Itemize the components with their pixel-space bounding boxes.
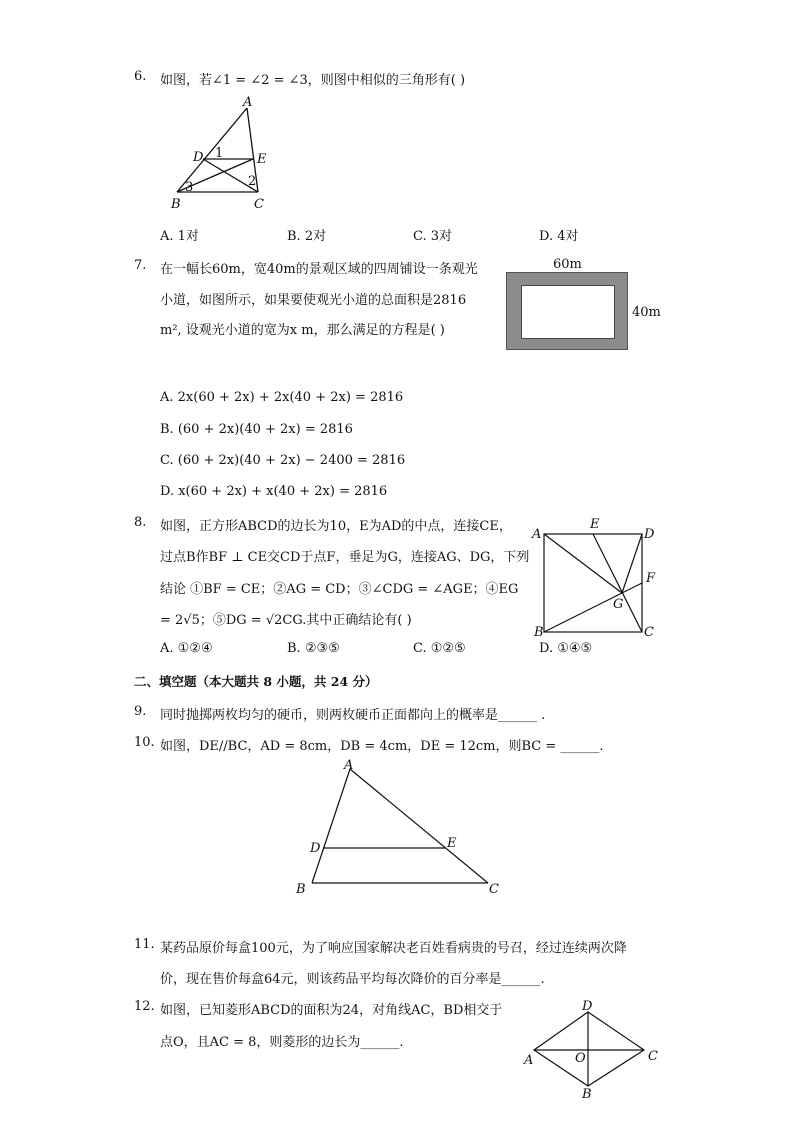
q10-label-A: A [344,758,354,773]
q7-option-b[interactable]: B. (60 + 2x)(40 + 2x) = 2816 [160,422,353,437]
q8-number: 8. [134,515,147,530]
q6-number: 6. [134,69,147,84]
q10-label-E: E [447,836,457,851]
q12-line-1: 如图，已知菱形ABCD的面积为24，对角线AC，BD相交于 [160,1003,503,1018]
q10-text: 如图，DE//BC，AD = 8cm，DB = 4cm，DE = 12cm，则BC = ______. [160,739,604,754]
q12-label-O: O [575,1051,586,1066]
q8-label-F: F [646,571,656,586]
q12-number: 12. [134,999,155,1014]
q6-angle-2: 2 [248,174,257,189]
q12-label-D: D [582,999,593,1014]
q10-number: 10. [134,735,155,750]
q12-label-A: A [524,1053,534,1068]
q11-line-1: 某药品原价每盒100元，为了响应国家解决老百姓看病贵的号召，经过连续两次降 [160,941,627,956]
q10-figure [290,755,510,895]
q6-text: 如图，若∠1 = ∠2 = ∠3，则图中相似的三角形有( ) [160,73,466,88]
q8-figure [530,518,670,648]
q9-text: 同时抛掷两枚均匀的硬币，则两枚硬币正面都向上的概率是______ . [160,708,546,723]
q6-label-E: E [257,152,267,167]
q7-figure-label-right: 40m [632,305,661,320]
q8-option-d[interactable]: D. ①④⑤ [539,641,593,656]
q7-line-3: m², 设观光小道的宽为x m，那么满足的方程是( ) [160,323,445,338]
q11-number: 11. [134,937,155,952]
q8-label-B: B [534,625,544,640]
q7-figure-inner-area [521,285,615,339]
q8-option-a[interactable]: A. ①②④ [160,641,213,656]
q8-line-2: 过点B作BF ⊥ CE交CD于点F，垂足为G，连接AG、DG，下列 [160,550,530,565]
q7-line-2: 小道，如图所示，如果要使观光小道的总面积是2816 [160,293,467,308]
q7-figure-label-top: 60m [553,257,582,272]
q6-label-C: C [254,197,264,212]
q12-label-C: C [648,1049,658,1064]
q8-line-4: = 2√5；⑤DG = √2CG.其中正确结论有( ) [160,613,412,628]
q7-figure-path [506,272,628,350]
q6-option-a[interactable]: A. 1对 [160,229,199,244]
q10-label-C: C [489,882,499,897]
q6-label-D: D [193,150,204,165]
q8-label-D: D [644,527,655,542]
q8-line-1: 如图，正方形ABCD的边长为10，E为AD的中点，连接CE， [160,519,512,534]
q6-angle-3: 3 [185,180,194,195]
q12-label-B: B [582,1087,592,1102]
section-2-heading: 二、填空题（本大题共 8 小题，共 24 分） [134,674,378,689]
q8-label-A: A [532,527,542,542]
q6-label-A: A [243,95,253,110]
q8-label-E: E [590,517,600,532]
q6-option-b[interactable]: B. 2对 [287,229,327,244]
q12-line-2: 点O，且AC = 8，则菱形的边长为______. [160,1035,404,1050]
q6-angle-1: 1 [215,146,224,161]
q11-line-2: 价，现在售价每盒64元，则该药品平均每次降价的百分率是______. [160,972,545,987]
q7-option-c[interactable]: C. (60 + 2x)(40 + 2x) − 2400 = 2816 [160,453,406,468]
q6-figure [165,95,285,215]
q7-number: 7. [134,258,147,273]
q7-line-1: 在一幅长60m，宽40m的景观区域的四周铺设一条观光 [160,262,478,277]
q8-option-c[interactable]: C. ①②⑤ [413,641,466,656]
q9-number: 9. [134,704,147,719]
q7-option-d[interactable]: D. x(60 + 2x) + x(40 + 2x) = 2816 [160,484,388,499]
q8-line-3: 结论 ①BF = CE；②AG = CD；③∠CDG = ∠AGE；④EG [160,582,519,597]
q7-option-a[interactable]: A. 2x(60 + 2x) + 2x(40 + 2x) = 2816 [160,390,404,405]
q6-option-c[interactable]: C. 3对 [413,229,453,244]
q8-option-b[interactable]: B. ②③⑤ [287,641,340,656]
q12-figure [520,998,670,1108]
q6-label-B: B [171,197,181,212]
q6-option-d[interactable]: D. 4对 [539,229,579,244]
q8-label-C: C [644,625,654,640]
q8-label-G: G [613,597,624,612]
q10-label-D: D [310,841,321,856]
q10-label-B: B [296,882,306,897]
